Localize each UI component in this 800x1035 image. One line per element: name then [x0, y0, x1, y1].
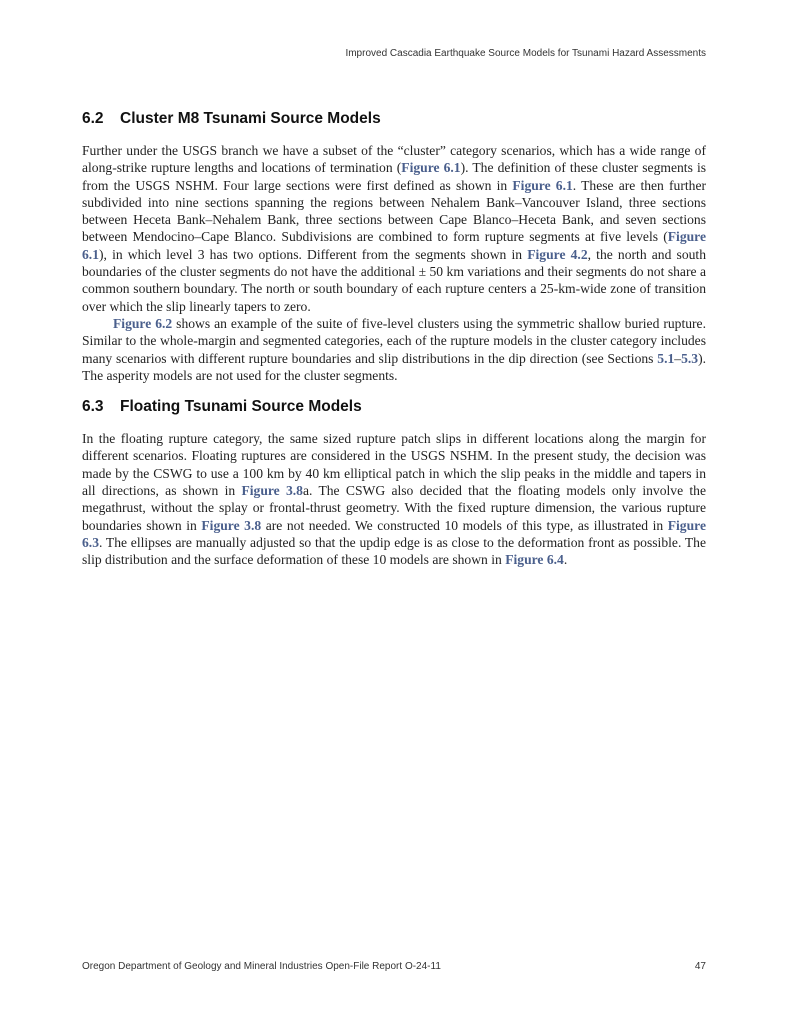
paragraph — [82, 430, 706, 568]
cross-reference-link[interactable]: 5.3 — [681, 350, 699, 366]
page-body — [82, 110, 706, 583]
text-run: shows an example of the suite of five-level clusters using the symmetric shallow buried rupture. Similar to the whole-margin and segmented categories, each of the rupture models in the cluster category includes many scenarios with different rupture boundaries and slip distributions in the dip direction (see Sections — [82, 315, 706, 366]
cross-reference-link[interactable]: Figure 3.8 — [201, 517, 262, 533]
cross-reference-link[interactable]: 5.1 — [657, 350, 675, 366]
paragraph — [82, 142, 706, 315]
text-run: ). The definition of these cluster segments is from the USGS NSHM. Four large sections were first defined as shown in — [82, 160, 707, 193]
section-title: Cluster M8 Tsunami Source Models — [120, 110, 381, 127]
text-run: a. The CSWG also decided that the floating models only involve the megathrust, without the splay or frontal-thrust geometry. With the fixed rupture dimension, the various rupture boundaries shown in — [82, 483, 707, 533]
text-run: . These are then further subdivided into nine sections spanning the regions between Nehalem Bank–Vancouver Island, three sections between Heceta Bank–Nehalem Bank, three sections between Cape Blanco–Heceta Bank, and seven sections between Mendocino–Cape Blanco. Subdivisions are combined to form rupture segments at five levels ( — [82, 177, 706, 245]
text-run: are not needed. We constructed 10 models of this type, as illustrated in — [261, 517, 668, 533]
section-6-3 — [82, 398, 706, 568]
text-run: – — [674, 350, 682, 366]
section-number: 6.2 — [82, 110, 104, 127]
text-run: . The ellipses are manually adjusted so that the updip edge is as close to the deformation front as possible. The slip distribution and the surface deformation of these 10 models are shown in — [82, 534, 706, 568]
text-run: ), in which level 3 has two options. Different from the segments shown in — [99, 246, 528, 262]
cross-reference-link[interactable]: Figure 6.1 — [512, 177, 573, 193]
section-number: 6.3 — [82, 398, 104, 416]
cross-reference-link[interactable]: Figure 4.2 — [527, 246, 588, 262]
section-heading — [82, 398, 706, 416]
section-6-2 — [82, 110, 706, 384]
page-footer — [82, 961, 706, 972]
cross-reference-link[interactable]: Figure 3.8 — [241, 483, 303, 499]
cross-reference-link[interactable]: Figure 6.1 — [82, 229, 706, 262]
text-run: , the north and south boundaries of the cluster segments do not have the additional ± 50 km variations and their segments do not share a common southern boundary. The north or south boundary of each rupture centers a 25-km-wide zone of transition over which the slip linearly tapers to zero. — [82, 246, 707, 314]
section-title: Floating Tsunami Source Models — [120, 398, 362, 416]
text-run: Further under the USGS branch we have a subset of the “cluster” category scenarios, which has a wide range of along-strike rupture lengths and locations of termination ( — [82, 143, 706, 176]
cross-reference-link[interactable]: Figure 6.3 — [82, 517, 706, 550]
paragraph — [82, 315, 706, 384]
page-number: 47 — [694, 961, 706, 972]
footer-report-title: Oregon Department of Geology and Mineral Industries Open-File Report O-24-11 — [82, 961, 441, 972]
cross-reference-link[interactable]: Figure 6.2 — [113, 315, 173, 331]
running-header: Improved Cascadia Earthquake Source Models for Tsunami Hazard Assessments — [345, 48, 706, 59]
text-run: ). The asperity models are not used for the cluster segments. — [82, 350, 706, 383]
text-run: In the floating rupture category, the same sized rupture patch slips in different locations along the margin for different scenarios. Floating ruptures are considered in the USGS NSHM. In the present study, the decision was made by the CSWG to use a 100 km by 40 km elliptical patch in which the slip peaks in the middle and tapers in all directions, as shown in — [82, 431, 706, 499]
section-heading — [82, 110, 706, 128]
cross-reference-link[interactable]: Figure 6.1 — [401, 160, 461, 176]
cross-reference-link[interactable]: Figure 6.4 — [505, 552, 564, 568]
text-run: . — [563, 552, 568, 568]
